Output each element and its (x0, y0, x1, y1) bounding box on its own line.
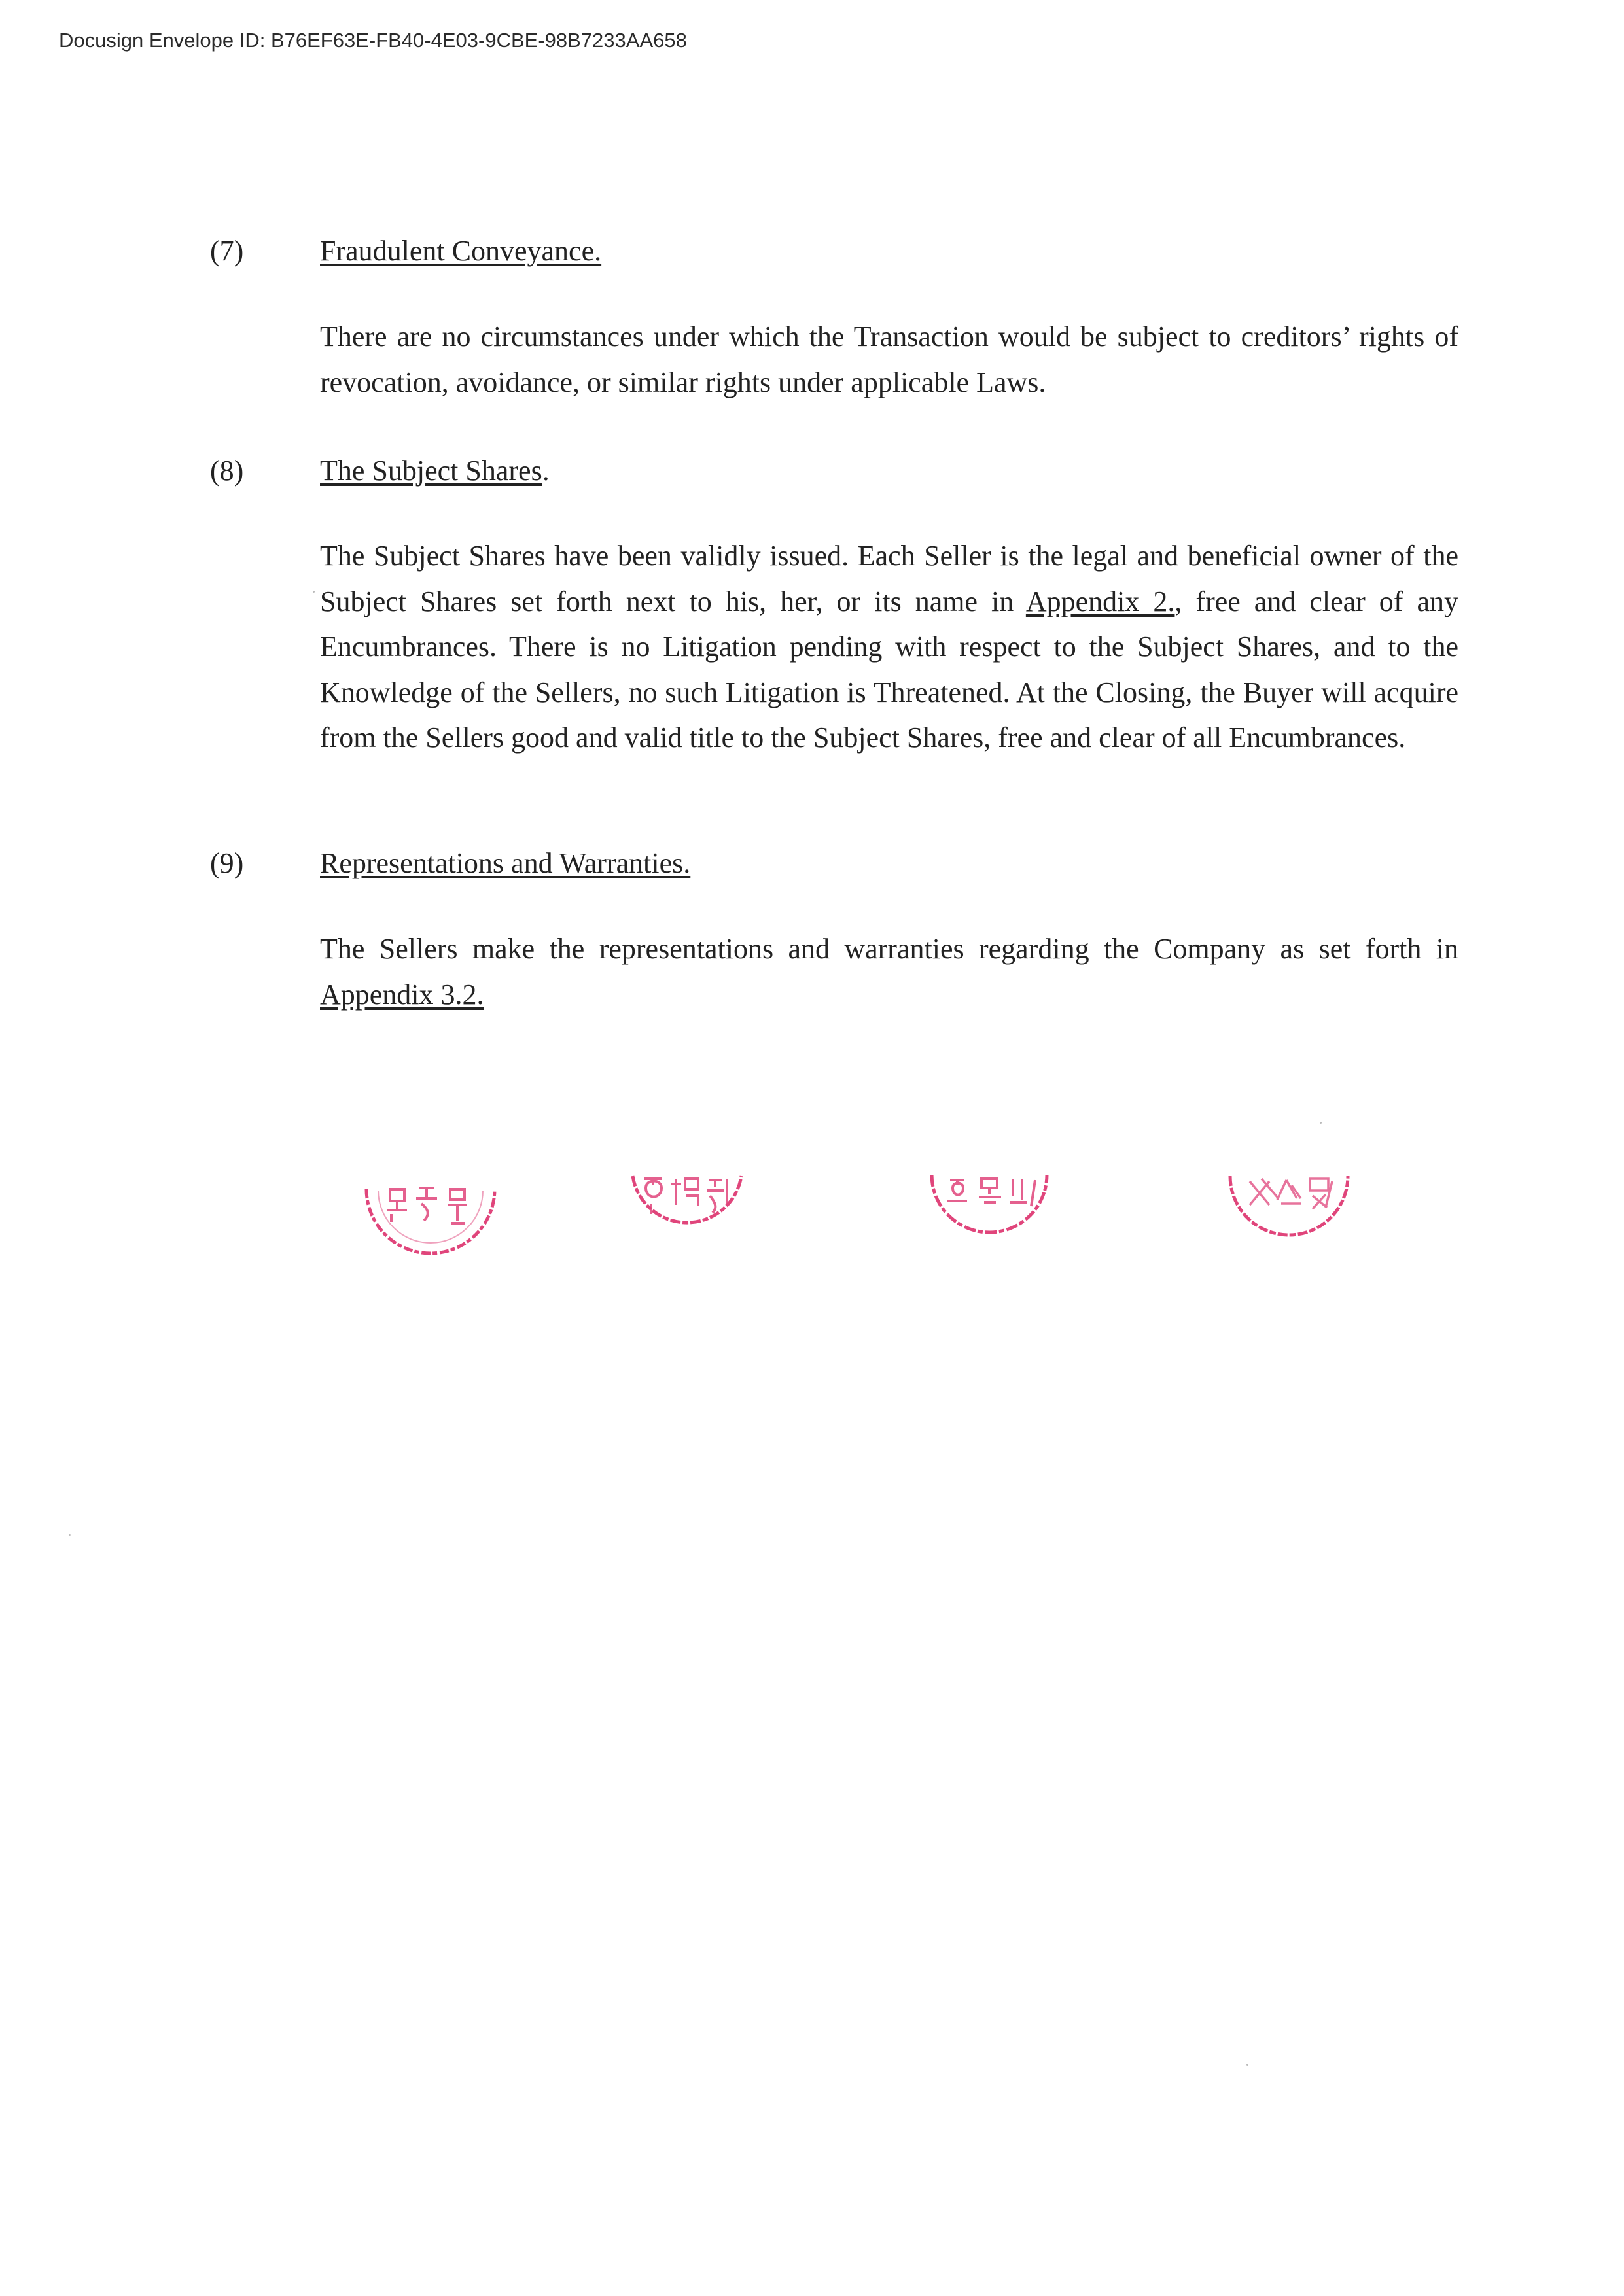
scan-speck (69, 1534, 71, 1536)
seal-stamp-1 (359, 1171, 503, 1269)
section-7-number: (7) (210, 235, 244, 267)
section-8-title-suffix: . (542, 455, 550, 487)
appendix-2-link[interactable]: Appendix 2. (1025, 585, 1175, 617)
section-9-body-text: The Sellers make the representations and warranties regarding the Company as set forth in (320, 933, 1458, 965)
seal-stamp-2 (625, 1164, 749, 1256)
seal-stamp-4 (1224, 1166, 1354, 1251)
section-7-title: Fraudulent Conveyance. (320, 235, 602, 267)
section-9-number: (9) (210, 847, 244, 879)
section-9-title: Representations and Warranties. (320, 847, 691, 879)
scan-speck (1246, 2064, 1248, 2066)
seal-stamp-3 (924, 1166, 1055, 1251)
section-8-body (320, 533, 1458, 761)
section-7-body: There are no circumstances under which the Transaction would be subject to creditors’ rights of revocation, avoidance, or similar rights under applicable Laws. (320, 321, 1458, 398)
section-8-number: (8) (210, 455, 244, 487)
section-8-heading (320, 454, 550, 487)
section-8-body-text-1: The Subject Shares have been validly issued. Each Seller is the legal and beneficial owner of the Subject Shares set forth next to his, her, or its name in (320, 540, 1458, 617)
scan-speck (313, 591, 315, 593)
section-9-body (320, 926, 1458, 1017)
section-8-title: The Subject Shares (320, 455, 542, 487)
scan-speck (1320, 1122, 1322, 1124)
appendix-3-2-link[interactable]: Appendix 3.2. (320, 978, 484, 1011)
section-8-body-text-2: , free and clear of any Encumbrances. There is no Litigation pending with respect to the Subject Shares, and to the Knowledge of the Sellers, no such Litigation is Threatened. At the Closing, the Buyer will acquire from the Sellers good and valid title to the Subject Shares, free and clear of all Encumbrances. (320, 585, 1458, 754)
envelope-id: Docusign Envelope ID: B76EF63E-FB40-4E03-9CBE-98B7233AA658 (59, 29, 687, 52)
